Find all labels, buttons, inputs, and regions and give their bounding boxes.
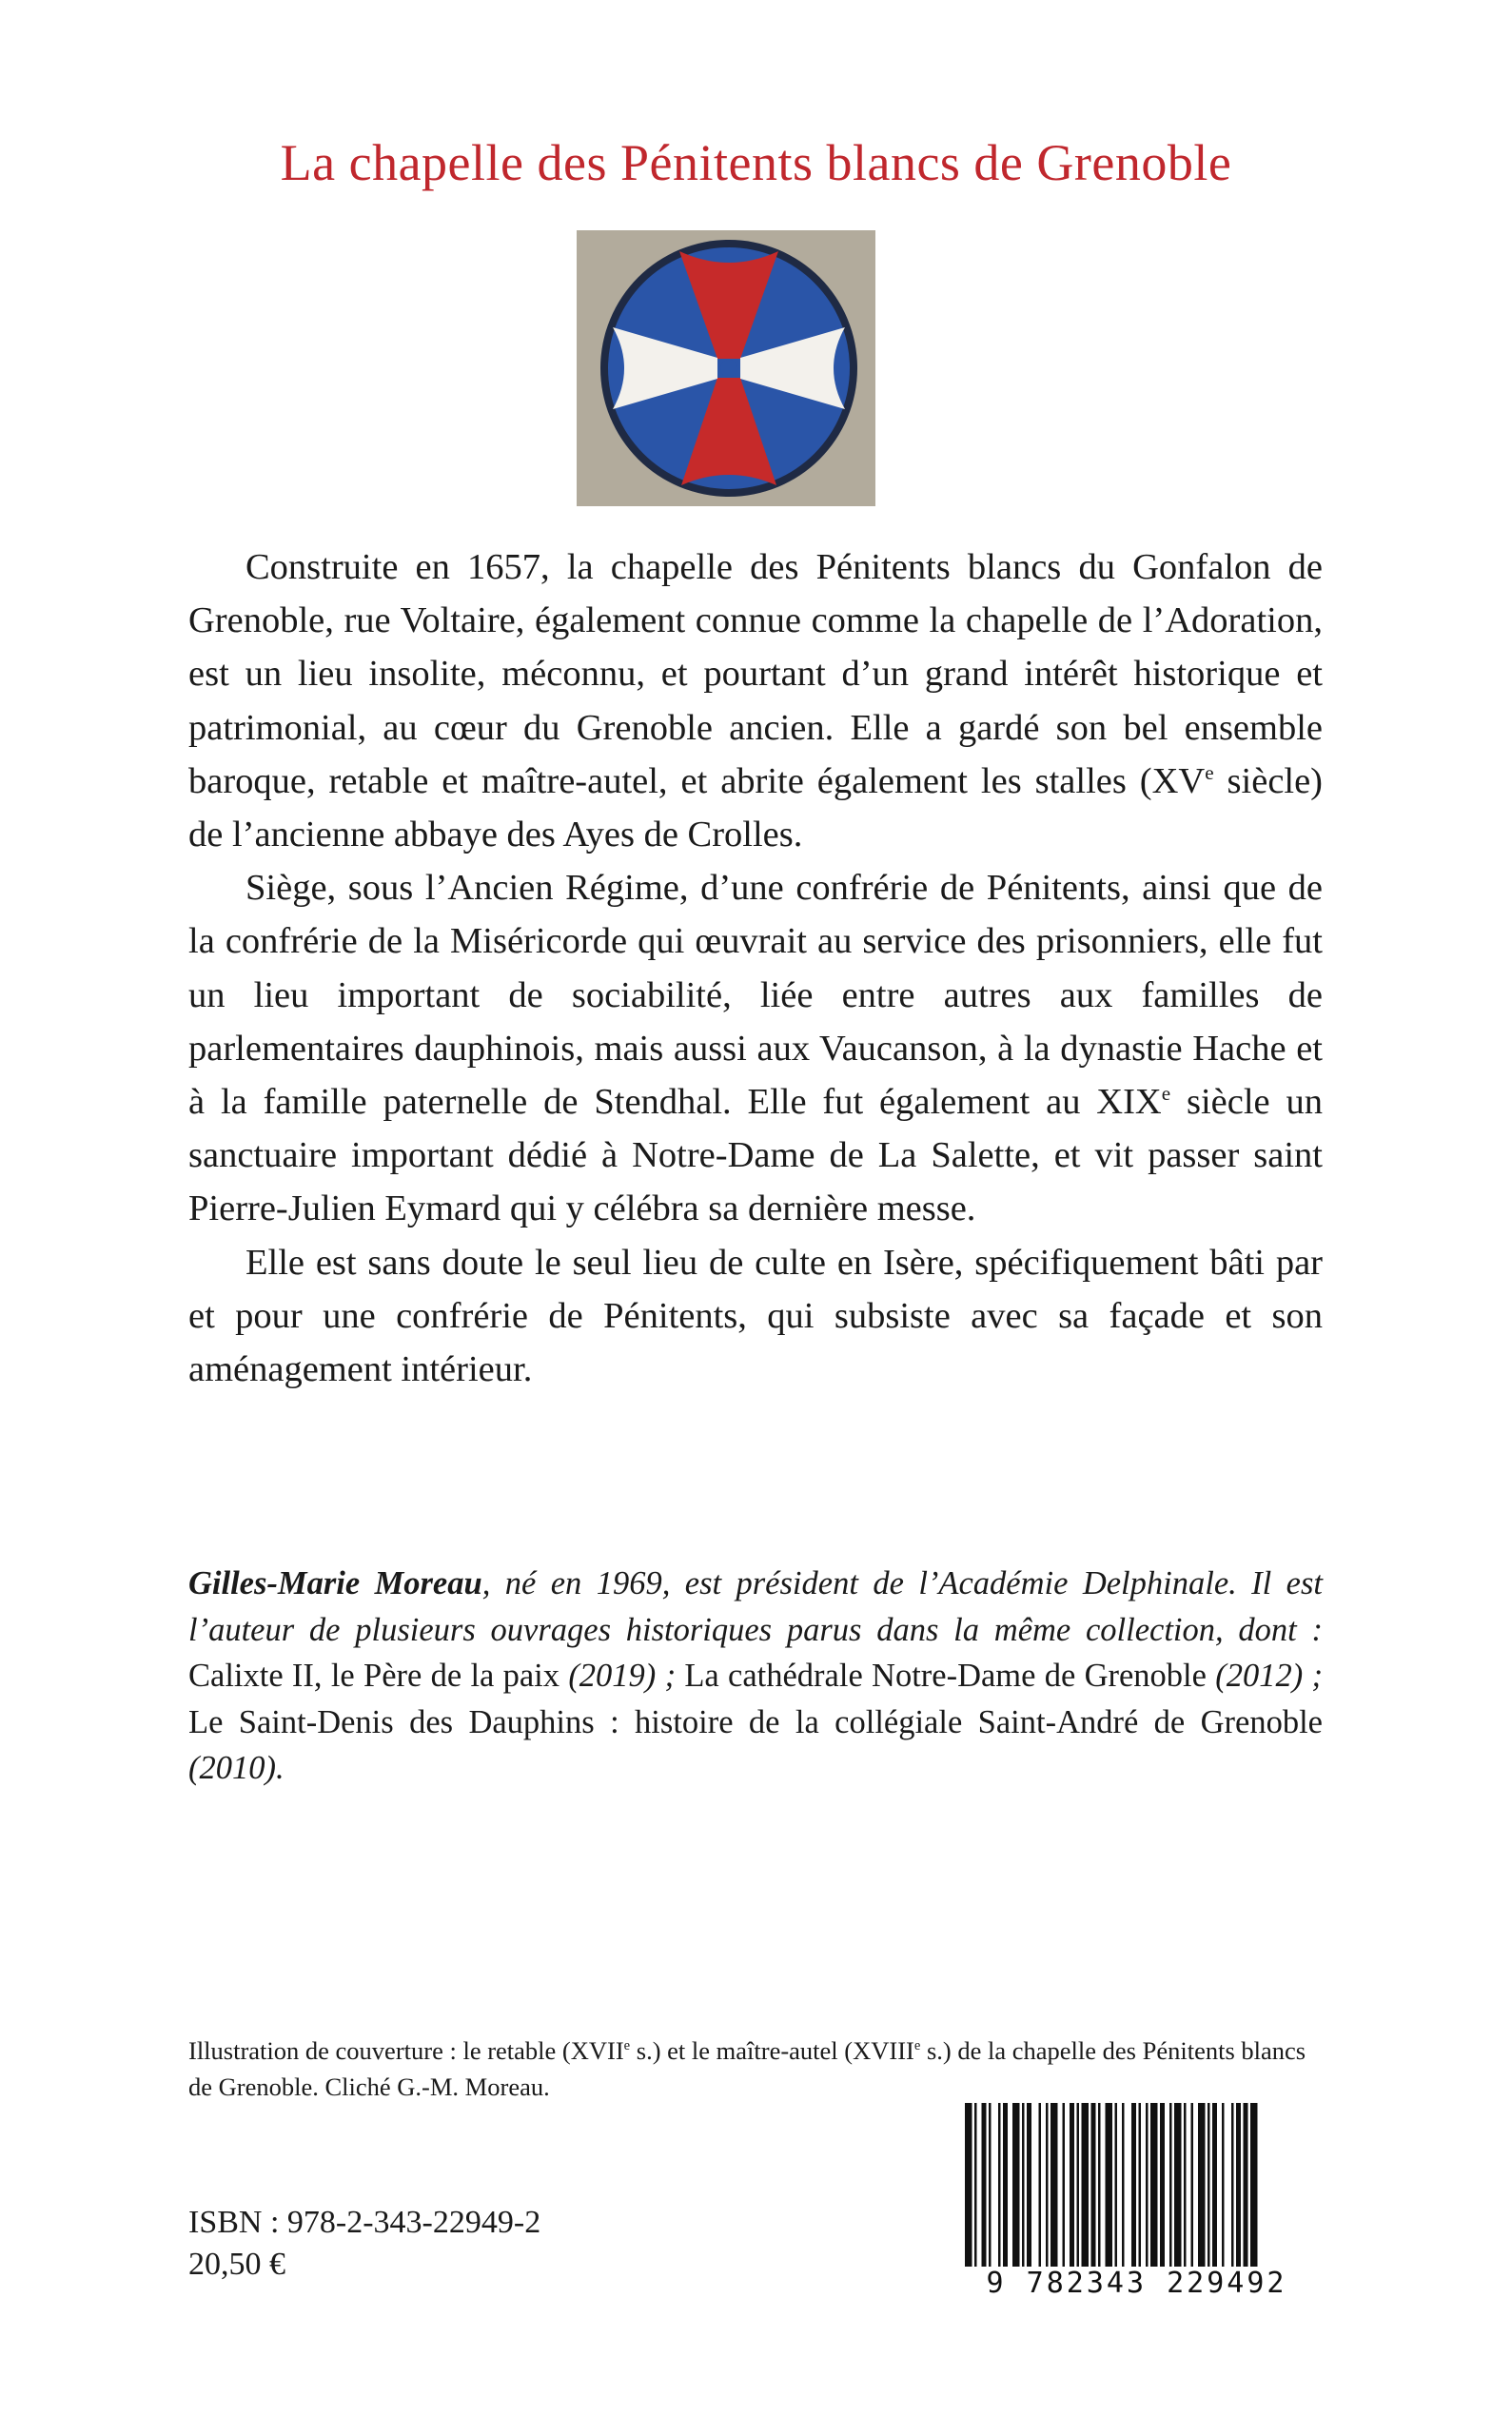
isbn-number: ISBN : 978-2-343-22949-2 (188, 2205, 541, 2240)
emblem-image (577, 230, 875, 506)
paragraph-1: Construite en 1657, la chapelle des Pénitents blancs du Gonfalon de Grenoble, rue Voltaire, également connue comme la chapelle de l’Adoration, est un lieu insolite, méconnu, et pourtant d’un grand intérêt historique et patrimonial, au cœur du Grenoble ancien. Elle a gardé son bel ensemble baroque, retable et maître-autel, et abrite également les stalles (XVe siècle) de l’ancienne abbaye des Ayes de Crolles. (188, 547, 1324, 855)
back-cover-description (188, 540, 1323, 1396)
work-title: La cathédrale Notre-Dame de Grenoble (684, 1658, 1207, 1694)
barcode-digits: 9 782343 229492 (952, 2267, 1322, 2300)
author-bio: Gilles-Marie Moreau, né en 1969, est président de l’Académie Delphinale. Il est l’auteur de plusieurs ouvrages historiques parus dans la même collection, dont : Calixte II, le Père de la paix (2019) ; La cathédrale Notre-Dame de Grenoble (2012) ; Le Saint-Denis des Dauphins : histoire de la collégiale Saint-André de Grenoble (2010). (188, 1565, 1324, 1786)
author-name: Gilles-Marie Moreau (188, 1565, 482, 1601)
paragraph-3: Elle est sans doute le seul lieu de culte en Isère, spécifiquement bâti par et pour une confrérie de Pénitents, qui subsiste avec sa façade et son aménagement intérieur. (188, 1242, 1323, 1390)
barcode (952, 2097, 1322, 2302)
isbn-price-block (188, 2202, 540, 2286)
book-title: La chapelle des Pénitents blancs de Grenoble (280, 134, 1232, 191)
price: 20,50 € (188, 2247, 285, 2282)
work-title: Le Saint-Denis des Dauphins : histoire de la collégiale Saint-André de Grenoble (188, 1703, 1323, 1740)
work-title: Calixte II, le Père de la paix (188, 1658, 560, 1694)
cross-pattee-emblem-icon (577, 230, 875, 506)
paragraph-2: Siège, sous l’Ancien Régime, d’une confrérie de Pénitents, ainsi que de la confrérie de la Miséricorde qui œuvrait au service des prisonniers, elle fut un lieu important de sociabilité, liée entre autres aux familles de parlementaires dauphinois, mais aussi aux Vaucanson, à la dynastie Hache et à la famille paternelle de Stendhal. Elle fut également au XIXe siècle un sanctuaire important dédié à Notre-Dame de La Salette, et vit passer saint Pierre-Julien Eymard qui y célébra sa dernière messe. (188, 868, 1323, 1229)
cover-illustration-credit: Illustration de couverture : le retable (XVIIe s.) et le maître-autel (XVIIIe s.) de la chapelle des Pénitents blancs de Grenoble. Cliché G.-M. Moreau. (188, 2036, 1306, 2101)
